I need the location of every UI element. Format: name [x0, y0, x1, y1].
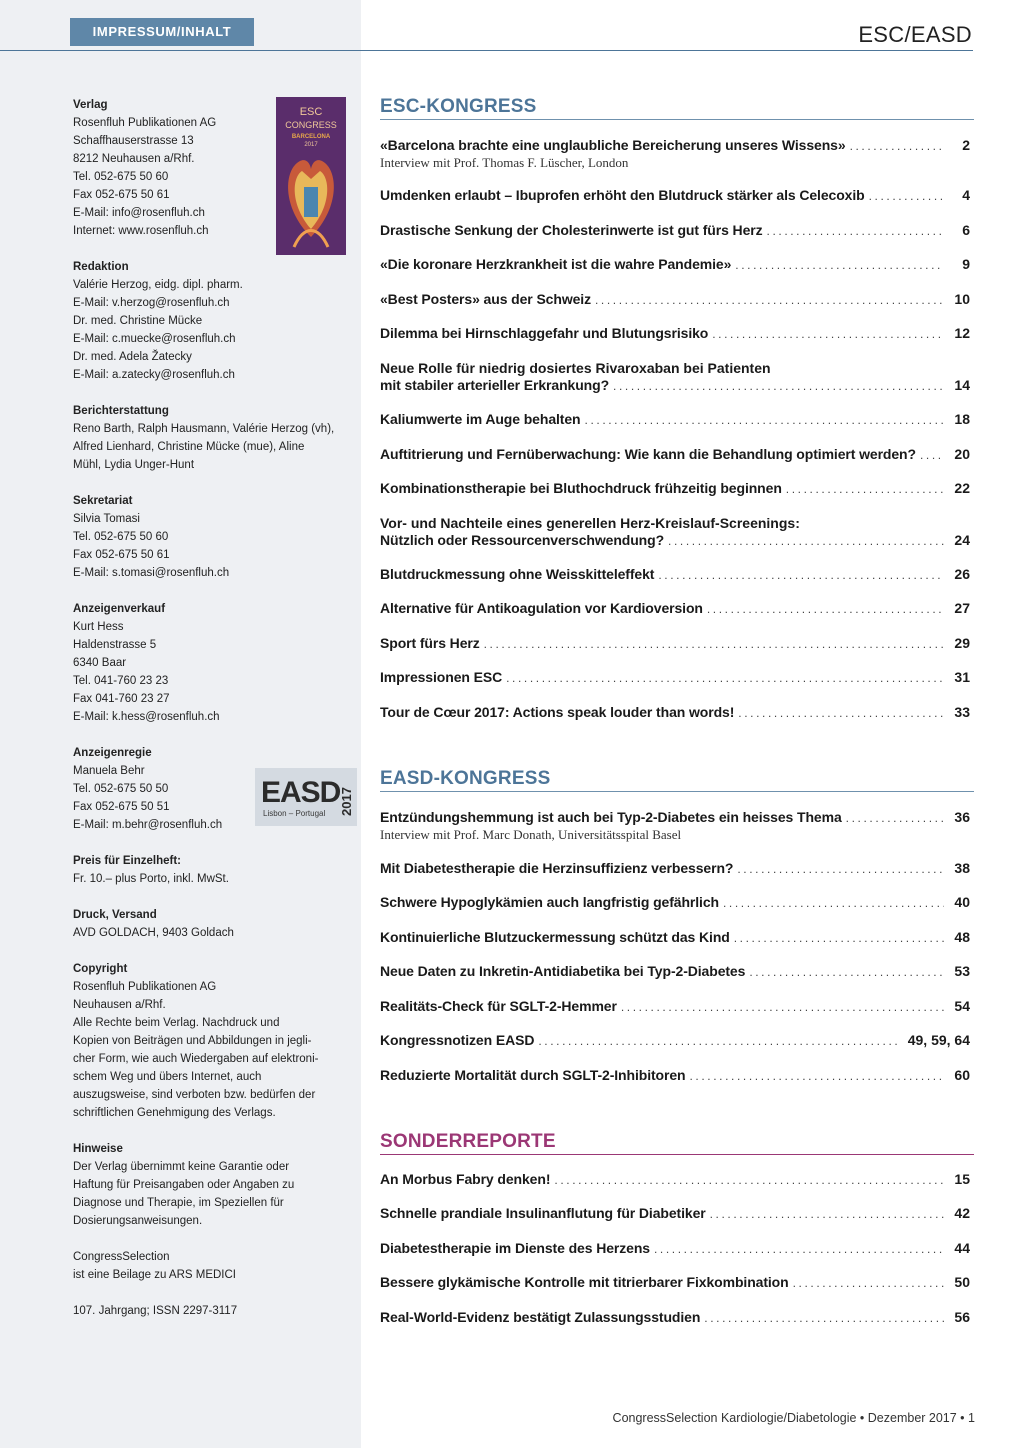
toc-entry[interactable]	[380, 291, 974, 309]
imprint-block-title: Copyright	[73, 963, 128, 975]
toc-entry-title: Auftitrierung und Fernüberwachung: Wie kann die Behandlung optimiert werden?	[380, 446, 916, 462]
toc-entry-row	[380, 377, 974, 395]
imprint-line: Haldenstrasse 5	[73, 639, 157, 651]
toc-entry-row	[380, 1067, 974, 1085]
toc-entry-row	[380, 1205, 974, 1223]
imprint-line: Mühl, Lydia Unger-Hunt	[73, 459, 195, 471]
imprint-line: Schaffhauserstrasse 13	[73, 135, 194, 147]
toc-page-number: 49, 59, 64	[907, 1032, 970, 1048]
toc-leader-dots	[735, 257, 944, 274]
imprint-line: Tel. 052-675 50 60	[73, 531, 169, 543]
toc-entry-row	[380, 325, 974, 343]
imprint-line: Dosierungsanweisungen.	[73, 1215, 203, 1227]
esc-congress-logo	[276, 97, 346, 255]
toc-page-number: 10	[954, 291, 970, 307]
toc-entry[interactable]	[380, 137, 974, 170]
toc-entry[interactable]	[380, 411, 974, 429]
toc-entry[interactable]	[380, 1309, 974, 1327]
toc-entry-title: Drastische Senkung der Cholesterinwerte ist gut fürs Herz	[380, 222, 763, 238]
toc-page-number: 36	[954, 809, 970, 825]
toc-leader-dots	[506, 670, 944, 687]
toc-entry-title: Mit Diabetestherapie die Herzinsuffizienz verbessern?	[380, 860, 734, 876]
section-heading-sonderreporte: SONDERREPORTE	[380, 1131, 974, 1155]
imprint-line: E-Mail: v.herzog@rosenfluh.ch	[73, 297, 230, 309]
toc-leader-dots	[723, 895, 944, 912]
imprint-line: Internet: www.rosenfluh.ch	[73, 225, 209, 237]
toc-page-number: 56	[954, 1309, 970, 1325]
toc-page-number: 42	[954, 1205, 970, 1221]
toc-entry-title: Schwere Hypoglykämien auch langfristig gefährlich	[380, 894, 719, 910]
toc-entry[interactable]	[380, 515, 974, 550]
imprint-line: Fax 052-675 50 61	[73, 549, 170, 561]
toc-entry-title: Kontinuierliche Blutzuckermessung schützt das Kind	[380, 929, 730, 945]
toc-entry[interactable]	[380, 809, 974, 842]
toc-entry-row	[380, 1171, 974, 1189]
imprint-line: Reno Barth, Ralph Hausmann, Valérie Herzog (vh),	[73, 423, 335, 435]
toc-entry-title: Kaliumwerte im Auge behalten	[380, 411, 581, 427]
toc-entry-row	[380, 998, 974, 1016]
toc-entry[interactable]	[380, 1205, 974, 1223]
toc-entry[interactable]	[380, 600, 974, 618]
toc-entry-row	[380, 411, 974, 429]
toc-leader-dots	[734, 930, 944, 947]
toc-entry[interactable]	[380, 1240, 974, 1258]
toc-entry-title: Tour de Cœur 2017: Actions speak louder than words!	[380, 704, 735, 720]
toc-entry-row	[380, 187, 974, 205]
imprint-line: Alfred Lienhard, Christine Mücke (mue), Aline	[73, 441, 305, 453]
toc-page-number: 9	[962, 256, 970, 272]
toc-entry[interactable]	[380, 1274, 974, 1292]
toc-entry-row	[380, 446, 974, 464]
imprint-block	[73, 906, 343, 942]
imprint-line: Tel. 052-675 50 60	[73, 171, 169, 183]
toc-leader-dots	[846, 810, 944, 827]
toc-leader-dots	[654, 1241, 944, 1258]
toc-entry-row	[380, 1309, 974, 1327]
toc-entry[interactable]	[380, 704, 974, 722]
toc-leader-dots	[767, 223, 944, 240]
toc-entry-row	[380, 291, 974, 309]
toc-leader-dots	[668, 533, 944, 550]
toc-leader-dots	[585, 412, 944, 429]
toc-entry-title: «Die koronare Herzkrankheit ist die wahre Pandemie»	[380, 256, 732, 272]
imprint-block	[73, 402, 343, 474]
toc-leader-dots	[690, 1068, 945, 1085]
easd-logo	[255, 768, 357, 826]
toc-entry-row	[380, 1240, 974, 1258]
imprint-line: E-Mail: a.zatecky@rosenfluh.ch	[73, 369, 235, 381]
imprint-line: schriftlichen Genehmigung des Verlags.	[73, 1107, 276, 1119]
toc-page-number: 31	[954, 669, 970, 685]
toc-entry[interactable]	[380, 998, 974, 1016]
toc-page-number: 38	[954, 860, 970, 876]
toc-leader-dots	[738, 705, 944, 722]
toc-leader-dots	[793, 1275, 944, 1292]
imprint-block	[73, 1140, 343, 1230]
imprint-line: E-Mail: k.hess@rosenfluh.ch	[73, 711, 220, 723]
toc-entry-subtitle: Interview mit Prof. Marc Donath, Universitätsspital Basel	[380, 827, 682, 842]
section-heading-esc: ESC-KONGRESS	[380, 96, 974, 120]
toc-entry-row	[380, 929, 974, 947]
header-label: ESC/EASD	[858, 22, 972, 47]
imprint-line: Der Verlag übernimmt keine Garantie oder	[73, 1161, 290, 1173]
toc-page-number: 54	[954, 998, 970, 1014]
toc-entry[interactable]	[380, 480, 974, 498]
imprint-line: E-Mail: s.tomasi@rosenfluh.ch	[73, 567, 230, 579]
toc-entry[interactable]	[380, 360, 974, 395]
imprint-line: Fax 052-675 50 51	[73, 801, 170, 813]
toc-entry-row	[380, 860, 974, 878]
imprint-block-title: Anzeigenregie	[73, 747, 152, 759]
imprint-line: Diagnose und Therapie, im Speziellen für	[73, 1197, 284, 1209]
toc-entry-row	[380, 963, 974, 981]
toc-entry[interactable]	[380, 1067, 974, 1085]
toc-entry-row	[380, 669, 974, 687]
imprint-block	[73, 852, 343, 888]
imprint-block	[73, 258, 343, 384]
toc-entry[interactable]	[380, 669, 974, 687]
imprint-line: 8212 Neuhausen a/Rhf.	[73, 153, 195, 165]
toc-leader-dots	[710, 1206, 944, 1223]
toc-page-number: 6	[962, 222, 970, 238]
toc-leader-dots	[595, 292, 944, 309]
toc-page-number: 14	[954, 377, 970, 393]
toc-page-number: 48	[954, 929, 970, 945]
imprint-line: auszugsweise, sind verboten bzw. bedürfen der	[73, 1089, 316, 1101]
imprint-line: Dr. med. Adela Žatecky	[73, 351, 192, 363]
section-heading-easd: EASD-KONGRESS	[380, 768, 974, 792]
imprint-line: Kopien von Beiträgen und Abbildungen in jegli-	[73, 1035, 312, 1047]
toc-entry[interactable]	[380, 325, 974, 343]
toc-entry-subtitle: Interview mit Prof. Thomas F. Lüscher, London	[380, 155, 629, 170]
header-rule-left	[0, 50, 361, 51]
esc-logo-line4: 2017	[304, 142, 318, 148]
toc-entry-row	[380, 704, 974, 722]
header-rule	[361, 50, 973, 51]
toc-leader-dots	[786, 481, 944, 498]
toc-leader-dots	[737, 861, 944, 878]
toc-leader-dots	[920, 447, 944, 464]
imprint-line: Dr. med. Christine Mücke	[73, 315, 203, 327]
toc-entry-title: Blutdruckmessung ohne Weisskitteleffekt	[380, 566, 655, 582]
imprint-line: Fax 041-760 23 27	[73, 693, 170, 705]
imprint-line: Kurt Hess	[73, 621, 124, 633]
toc-entry[interactable]	[380, 222, 974, 240]
toc-leader-dots	[850, 138, 944, 155]
imprint-line: Silvia Tomasi	[73, 513, 140, 525]
imprint-line: Rosenfluh Publikationen AG	[73, 117, 217, 129]
toc-page-number: 44	[954, 1240, 970, 1256]
imprint-line: cher Form, wie auch Wiedergaben auf elektroni-	[73, 1053, 319, 1065]
toc-page-number: 50	[954, 1274, 970, 1290]
toc-entry-title: Sport fürs Herz	[380, 635, 480, 651]
toc-entry[interactable]	[380, 256, 974, 274]
toc-entry-row	[380, 480, 974, 498]
toc-entry-title: Alternative für Antikoagulation vor Kardioversion	[380, 600, 703, 616]
toc-leader-dots	[749, 964, 944, 981]
toc-page-number: 22	[954, 480, 970, 496]
toc-entry-title: Real-World-Evidenz bestätigt Zulassungsstudien	[380, 1309, 701, 1325]
toc-page-number: 60	[954, 1067, 970, 1083]
easd-logo-place: Lisbon – Portugal	[263, 809, 326, 818]
imprint-block-title: Verlag	[73, 99, 108, 111]
easd-logo-year: 2017	[339, 787, 354, 816]
toc-entry[interactable]	[380, 929, 974, 947]
toc-page-number: 20	[954, 446, 970, 462]
toc-entry-row	[380, 532, 974, 550]
toc-entry[interactable]	[380, 894, 974, 912]
toc-leader-dots	[707, 601, 944, 618]
imprint-block	[73, 960, 343, 1122]
imprint-block	[73, 1248, 343, 1284]
imprint-line: Haftung für Preisangaben oder Angaben zu	[73, 1179, 295, 1191]
imprint-block-title: Sekretariat	[73, 495, 133, 507]
toc-entry[interactable]	[380, 446, 974, 464]
toc-entry-title: Nützlich oder Ressourcenverschwendung?	[380, 532, 665, 548]
imprint-line: Rosenfluh Publikationen AG	[73, 981, 217, 993]
imprint-block-title: Berichterstattung	[73, 405, 169, 417]
toc-leader-dots	[554, 1172, 944, 1189]
toc-leader-dots	[538, 1033, 899, 1050]
toc-entry-row	[380, 222, 974, 240]
toc-entry-title: Schnelle prandiale Insulinanflutung für Diabetiker	[380, 1205, 706, 1221]
imprint	[73, 96, 343, 1338]
imprint-block	[73, 492, 343, 582]
toc-leader-dots	[658, 567, 944, 584]
toc-page-number: 29	[954, 635, 970, 651]
section-tab: IMPRESSUM/INHALT	[70, 18, 254, 46]
toc-entry-title: Realitäts-Check für SGLT-2-Hemmer	[380, 998, 617, 1014]
toc-page-number: 2	[962, 137, 970, 153]
toc-page-number: 53	[954, 963, 970, 979]
toc-entry-title: Reduzierte Mortalität durch SGLT-2-Inhibitoren	[380, 1067, 686, 1083]
toc-entry-title: Bessere glykämische Kontrolle mit titrierbarer Fixkombination	[380, 1274, 789, 1290]
toc-entry-row	[380, 566, 974, 584]
toc-entry-title: mit stabiler arterieller Erkrankung?	[380, 377, 610, 393]
imprint-line: ist eine Beilage zu ARS MEDICI	[73, 1269, 236, 1281]
toc-leader-dots	[621, 999, 944, 1016]
imprint-line: E-Mail: c.muecke@rosenfluh.ch	[73, 333, 236, 345]
toc-page-number: 18	[954, 411, 970, 427]
toc-entry[interactable]	[380, 635, 974, 653]
page-footer: CongressSelection Kardiologie/Diabetologie • Dezember 2017 • 1	[612, 1411, 975, 1425]
toc-leader-dots	[712, 326, 944, 343]
imprint-block-title: Redaktion	[73, 261, 129, 273]
imprint-block	[73, 1302, 343, 1320]
toc-entry-title-line: Neue Rolle für niedrig dosiertes Rivaroxaban bei Patienten	[380, 360, 771, 376]
toc-entry-title: Neue Daten zu Inkretin-Antidiabetika bei Typ-2-Diabetes	[380, 963, 746, 979]
imprint-block-title: Hinweise	[73, 1143, 123, 1155]
toc-entry-title: Entzündungshemmung ist auch bei Typ-2-Diabetes ein heisses Thema	[380, 809, 842, 825]
imprint-block	[73, 600, 343, 726]
imprint-line: E-Mail: info@rosenfluh.ch	[73, 207, 205, 219]
toc-entry-title: Impressionen ESC	[380, 669, 503, 685]
toc-page-number: 26	[954, 566, 970, 582]
toc-entry-row	[380, 635, 974, 653]
imprint-line: Fax 052-675 50 61	[73, 189, 170, 201]
toc-page-number: 24	[954, 532, 970, 548]
esc-logo-line2: CONGRESS	[285, 120, 337, 130]
imprint-line: Neuhausen a/Rhf.	[73, 999, 166, 1011]
imprint-block-title: Preis für Einzelheft:	[73, 855, 181, 867]
imprint-line: CongressSelection	[73, 1251, 170, 1263]
toc-entry[interactable]	[380, 860, 974, 878]
toc-entry-row	[380, 809, 974, 827]
toc-entry-title: Dilemma bei Hirnschlaggefahr und Blutungsrisiko	[380, 325, 709, 341]
toc-entry[interactable]	[380, 1032, 974, 1050]
toc-entry-title: «Best Posters» aus der Schweiz	[380, 291, 591, 307]
imprint-block-title: Druck, Versand	[73, 909, 157, 921]
esc-logo-line1: ESC	[299, 106, 323, 118]
toc-page-number: 15	[954, 1171, 970, 1187]
toc-entry-title-line: Vor- und Nachteile eines generellen Herz-Kreislauf-Screenings:	[380, 515, 800, 531]
toc-leader-dots	[869, 188, 944, 205]
imprint-line: schem Weg und übers Internet, auch	[73, 1071, 262, 1083]
toc-leader-dots	[484, 636, 944, 653]
imprint-block-title: Anzeigenverkauf	[73, 603, 166, 615]
toc-entry-title: Umdenken erlaubt – Ibuprofen erhöht den Blutdruck stärker als Celecoxib	[380, 187, 865, 203]
toc-entry-row	[380, 894, 974, 912]
toc-entry-title: Kombinationstherapie bei Bluthochdruck frühzeitig beginnen	[380, 480, 782, 496]
imprint-line: E-Mail: m.behr@rosenfluh.ch	[73, 819, 223, 831]
toc-entry-title: Diabetestherapie im Dienste des Herzens	[380, 1240, 650, 1256]
toc-page-number: 27	[954, 600, 970, 616]
toc-leader-dots	[704, 1310, 944, 1327]
imprint-line: Tel. 041-760 23 23	[73, 675, 169, 687]
toc-entry-row	[380, 1274, 974, 1292]
imprint-line: Tel. 052-675 50 50	[73, 783, 169, 795]
imprint-line: Alle Rechte beim Verlag. Nachdruck und	[73, 1017, 280, 1029]
imprint-line: 107. Jahrgang; ISSN 2297-3117	[73, 1305, 238, 1317]
toc-entry-row	[380, 600, 974, 618]
imprint-line: Manuela Behr	[73, 765, 145, 777]
imprint-line: AVD GOLDACH, 9403 Goldach	[73, 927, 234, 939]
toc-entry-title: Kongressnotizen EASD	[380, 1032, 535, 1048]
toc-page-number: 40	[954, 894, 970, 910]
toc-page-number: 33	[954, 704, 970, 720]
toc-page-number: 4	[962, 187, 970, 203]
toc-entry[interactable]	[380, 187, 974, 205]
imprint-line: 6340 Baar	[73, 657, 127, 669]
toc-entry-row	[380, 256, 974, 274]
toc-page-number: 12	[954, 325, 970, 341]
toc-leader-dots	[613, 378, 944, 395]
toc-entry[interactable]	[380, 566, 974, 584]
toc-entry-row	[380, 137, 974, 155]
imprint-line: Valérie Herzog, eidg. dipl. pharm.	[73, 279, 243, 291]
toc-entry[interactable]	[380, 963, 974, 981]
toc-entry-title: An Morbus Fabry denken!	[380, 1171, 551, 1187]
toc-entry[interactable]	[380, 1171, 974, 1189]
toc-entry-title: «Barcelona brachte eine unglaubliche Bereicherung unseres Wissens»	[380, 137, 846, 153]
esc-logo-line3: BARCELONA	[291, 134, 331, 140]
toc-entry-row	[380, 1032, 974, 1050]
easd-logo-name: EASD	[261, 776, 341, 809]
imprint-line: Fr. 10.– plus Porto, inkl. MwSt.	[73, 873, 229, 885]
